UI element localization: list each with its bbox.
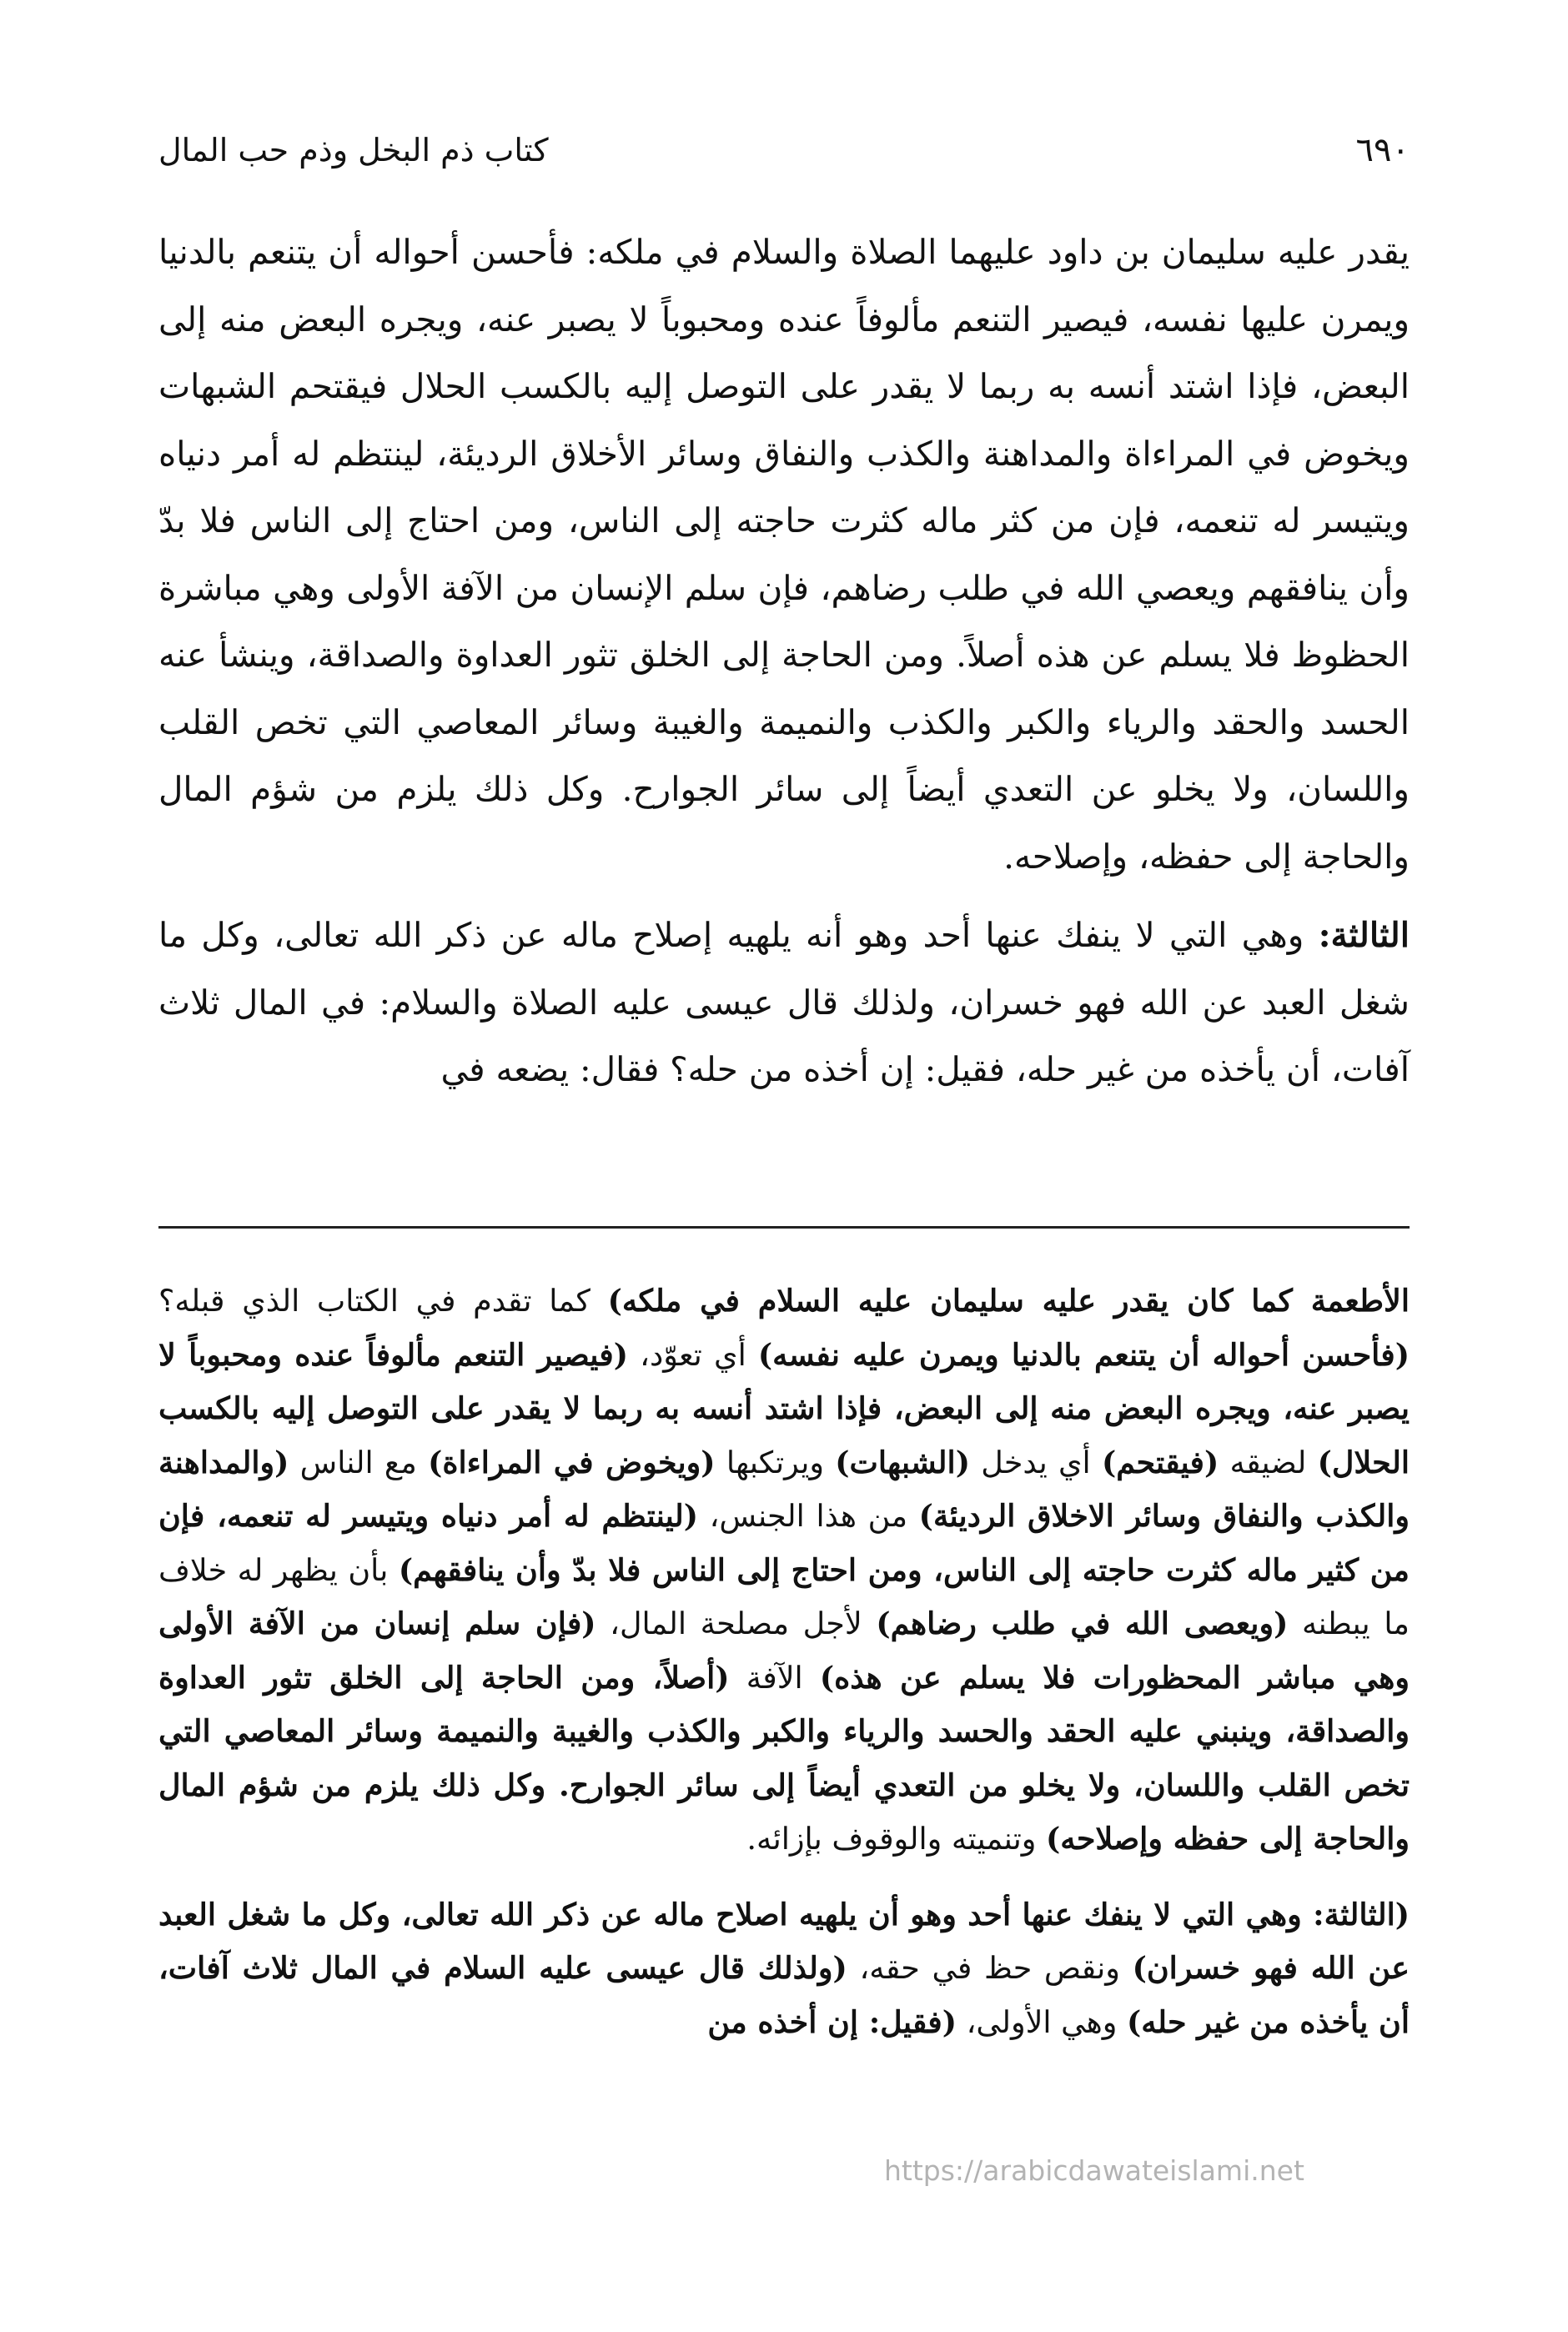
commentary-text-run: ونقص حظ في حقه،	[847, 1950, 1133, 1986]
quoted-text-run: (ويعصى الله في طلب رضاهم)	[876, 1606, 1289, 1641]
commentary-text-run: من هذا الجنس،	[698, 1498, 919, 1534]
commentary-text-run: كما تقدم في الكتاب الذي قبله؟	[158, 1283, 608, 1319]
commentary-text-run: الآفة	[729, 1659, 820, 1696]
quoted-text-run: (فيقتحم)	[1101, 1444, 1219, 1480]
commentary-text	[158, 1274, 1410, 2049]
quoted-text-run: (فأحسن أحواله أن يتنعم بالدنيا ويمرن عليه نفسه)	[757, 1336, 1410, 1373]
page-number: ٦٩٠	[1355, 131, 1410, 169]
commentary-text-run: مع الناس	[289, 1444, 429, 1480]
commentary-text-run: بأن يظهر له خلاف ما يبطنه	[158, 1551, 1410, 1641]
paragraph-body: وهي التي لا ينفك عنها أحد وهو أنه يلهيه إصلاح ماله عن ذكر الله تعالى، وكل ما شغل العبد عن الله فهو خسران، ولذلك قال عيسى عليه الصلاة والسلام: في المال ثلاث آفات، أن يأخذه من غير حله، فقيل: إن أخذه من حله؟ فقال: يضعه في	[158, 915, 1410, 1089]
paragraph-lead-word: الثالثة:	[1318, 915, 1410, 955]
commentary-paragraph-1	[158, 1274, 1410, 1867]
running-title: كتاب ذم البخل وذم حب المال	[158, 132, 549, 168]
commentary-text-run: وهي الأولى،	[957, 2003, 1128, 2040]
commentary-text-run: لأجل مصلحة المال،	[596, 1606, 877, 1641]
commentary-text-run: لضيقه	[1219, 1444, 1318, 1480]
quoted-text-run: الأطعمة كما كان يقدر عليه سليمان عليه السلام في ملكه)	[607, 1283, 1410, 1319]
commentary-text-run: أي تعوّد،	[628, 1336, 758, 1373]
quoted-text-run: (فإن سلم إنسان من الآفة الأولى وهي مباشر المحظورات فلا يسلم عن هذه)	[158, 1606, 1410, 1696]
quoted-text-run: (الثالثة: وهي التي لا ينفك عنها أحد وهو أن يلهيه اصلاح ماله عن ذكر الله تعالى، وكل ما شغل العبد عن الله فهو خسران)	[158, 1896, 1410, 1986]
quoted-text-run: (ولذلك قال عيسى عليه السلام في المال ثلاث آفات، أن يأخذه من غير حله)	[158, 1950, 1410, 2040]
quoted-text-run: (أصلاً، ومن الحاجة إلى الخلق تثور العداوة والصداقة، وينبني عليه الحقد والحسد والرياء والكبر والكذب والغيبة والنميمة وسائر المعاصي التي تخص القلب واللسان، ولا يخلو من التعدي أيضاً إلى سائر الجوارح. وكل ذلك يلزم من شؤم المال والحاجة إلى حفظه وإصلاحه)	[158, 1659, 1410, 1857]
quoted-text-run: (والمداهنة والكذب والنفاق وسائر الاخلاق الرديئة)	[158, 1444, 1410, 1534]
commentary-text-run: أي يدخل	[969, 1444, 1102, 1480]
footnote-divider	[158, 1226, 1410, 1229]
main-paragraph-1: يقدر عليه سليمان بن داود عليهما الصلاة والسلام في ملكه: فأحسن أحواله أن يتنعم بالدنيا ويمرن عليها نفسه، فيصير التنعم مألوفاً عنده ومحبوباً لا يصبر عنه، ويجره البعض منه إلى البعض، فإذا اشتد أنسه به ربما لا يقدر على التوصل إليه بالكسب الحلال فيقتحم الشبهات ويخوض في المراءاة والمداهنة والكذب والنفاق وسائر الأخلاق الرديئة، لينتظم له أمر دنياه ويتيسر له تنعمه، فإن من كثر ماله كثرت حاجته إلى الناس، ومن احتاج إلى الناس فلا بدّ وأن ينافقهم ويعصي الله في طلب رضاهم، فإن سلم الإنسان من الآفة الأولى وهي مباشرة الحظوظ فلا يسلم عن هذه أصلاً. ومن الحاجة إلى الخلق تثور العداوة والصداقة، وينشأ عنه الحسد والحقد والرياء والكبر والكذب والنميمة والغيبة وسائر المعاصي التي تخص القلب واللسان، ولا يخلو عن التعدي أيضاً إلى سائر الجوارح. وكل ذلك يلزم من شؤم المال والحاجة إلى حفظه، وإصلاحه.	[158, 232, 1410, 877]
quoted-text-run: (فيصير التنعم مألوفاً عنده ومحبوباً لا يصبر عنه، ويجره البعض منه إلى البعض، فإذا اشتد أنسه به ربما لا يقدر على التوصل إليه بالكسب الحلال)	[158, 1336, 1410, 1480]
main-text	[158, 219, 1410, 1103]
page-header	[158, 125, 1410, 175]
commentary-text-run: ويرتكبها	[715, 1444, 836, 1480]
quoted-text-run: (لينتظم له أمر دنياه ويتيسر له تنعمه، فإن من كثير ماله كثرت حاجته إلى الناس، ومن احتاج إلى الناس فلا بدّ وأن ينافقهم)	[158, 1498, 1410, 1588]
quoted-text-run: (ويخوض في المراءاة)	[428, 1444, 716, 1480]
watermark-url: https://arabicdawateislami.net	[884, 2154, 1304, 2187]
quoted-text-run: (الشبهات)	[835, 1444, 970, 1480]
commentary-paragraph-2	[158, 1888, 1410, 2050]
main-paragraph-2	[158, 902, 1410, 1103]
quoted-text-run: (فقيل: إن أخذه من	[707, 2003, 957, 2040]
commentary-text-run: وتنميته والوقوف بإزائه.	[746, 1821, 1046, 1857]
